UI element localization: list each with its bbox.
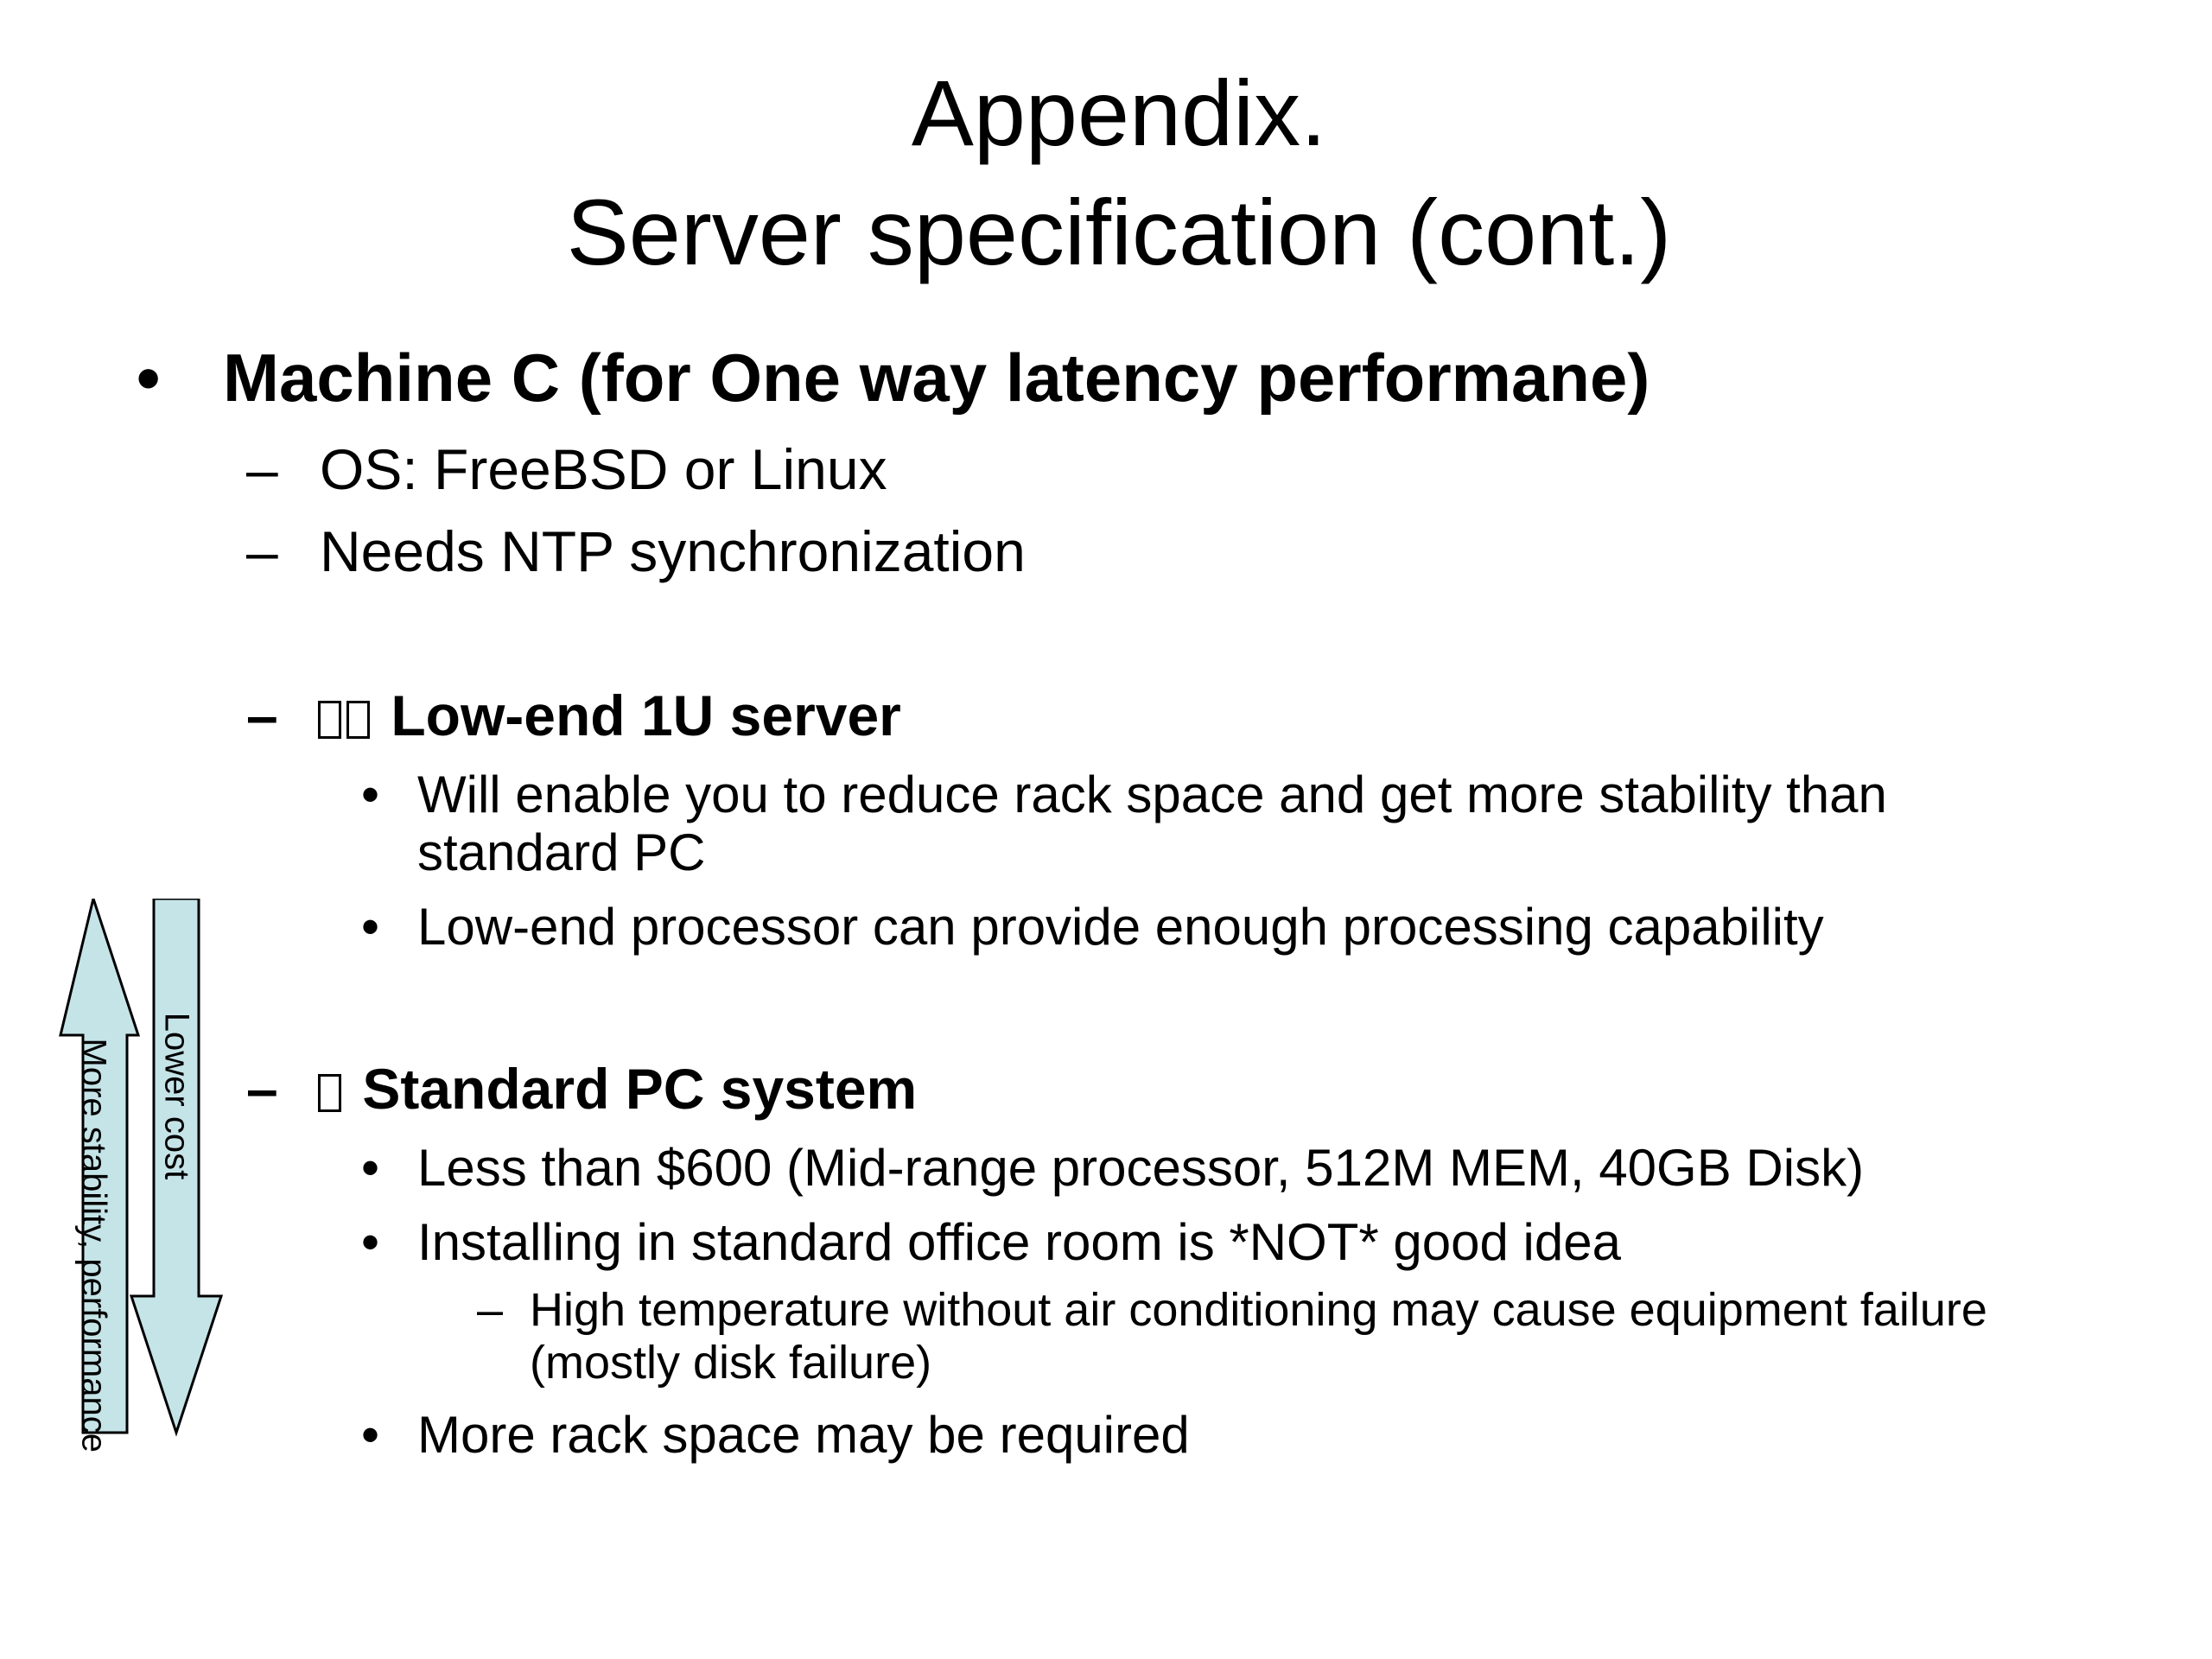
pc-point-3: More rack space may be required [417, 1406, 1190, 1464]
lowend-point-1: Will enable you to reduce rack space and get more stability than [417, 766, 1887, 823]
os-item: OS: FreeBSD or Linux [320, 437, 887, 501]
option-pc-label: Standard PC system [362, 1057, 918, 1121]
slide-title [0, 54, 2212, 292]
pc-subpoint-cont: (mostly disk failure) [530, 1337, 932, 1389]
dash-marker: – [477, 1284, 504, 1336]
dash-marker: – [246, 519, 278, 583]
missing-glyph-icon [318, 701, 341, 739]
bullet-marker: • [361, 1139, 380, 1197]
dash-marker: – [246, 683, 278, 747]
lowend-point-2: Low-end processor can provide enough processing capability [417, 898, 1824, 956]
dash-marker: – [246, 437, 278, 501]
machine-heading: Machine C (for One way latency performane) [223, 340, 1650, 416]
bullet-marker: • [361, 1406, 380, 1464]
bullet-marker: • [361, 1213, 380, 1271]
dash-marker: – [246, 1057, 278, 1121]
pc-subpoint: High temperature without air conditioning may cause equipment failure [530, 1284, 1987, 1336]
ntp-item: Needs NTP synchronization [320, 519, 1026, 583]
bullet-marker: • [361, 766, 380, 823]
title-line-1: Appendix. [911, 60, 1327, 165]
down-arrow-label: Lower cost [157, 1012, 196, 1180]
missing-glyph-icon [318, 1074, 341, 1112]
tradeoff-arrows [52, 899, 233, 1452]
lowend-point-1-cont: standard PC [417, 823, 706, 881]
option-lowend-label: Low-end 1U server [391, 683, 901, 747]
title-line-2: Server specification (cont.) [566, 180, 1672, 284]
pc-point-2: Installing in standard office room is *NOT* good idea [417, 1213, 1621, 1271]
option-pc-heading [318, 1056, 917, 1122]
bullet-marker: • [361, 898, 380, 956]
missing-glyph-icon [346, 701, 370, 739]
up-arrow-label: More stability, performance [74, 1038, 113, 1452]
bullet-marker: • [137, 340, 161, 416]
option-lowend-heading [318, 683, 901, 748]
pc-point-1: Less than $600 (Mid-range processor, 512M MEM, 40GB Disk) [417, 1139, 1865, 1197]
